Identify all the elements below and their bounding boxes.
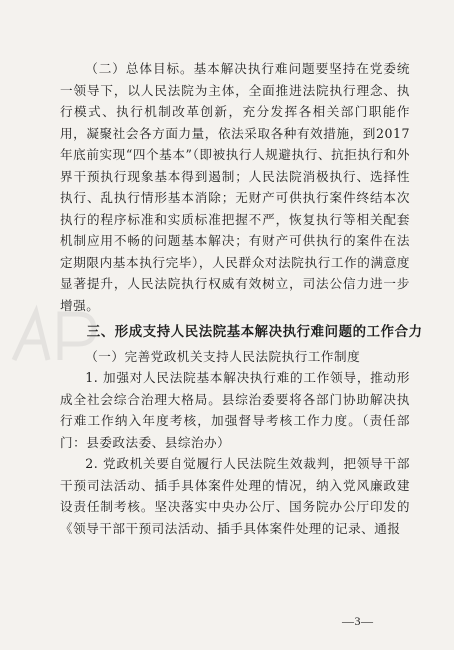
list-item: 1. 加强对人民法院基本解决执行难的工作领导，推动形成全社会综合治理大格局。县综治委要将各部门协助解决执行难工作纳入年度考核，加强督导考核工作力度。（责任部门：县委政法委、县综治办） — [60, 370, 410, 450]
subsection-heading: （一）完善党政机关支持人民法院执行工作制度 — [85, 348, 361, 364]
section-heading: 三、形成支持人民法院基本解决执行难问题的工作合力 — [86, 325, 423, 340]
page-number: —3— — [342, 614, 374, 628]
list-item: 2. 党政机关要自觉履行人民法院生效裁判，把领导干部干预司法活动、插手具体案件处理的情况，纳入党风廉政建设责任制考核。坚决落实中央办公厅、国务院办公厅印发的《领导干部干预司法活动、插手具体案件处理的记录、通报 — [60, 456, 410, 536]
goal-paragraph: （二）总体目标。基本解决执行难问题要坚持在党委统一领导下，以人民法院为主体，全面推进法院执行理念、执行模式、执行机制改革创新，充分发挥各相关部门职能作用，凝聚社会各方面力量，依法采取各种有效措施，到2017年底前实现“四个基本”（即被执行人规避执行、抗拒执行和外界干预执行现象基本得到遏制；人民法院消极执行、选择性执行、乱执行情形基本消除；无财产可供执行案件终结本次执行的程序标准和实质标准把握不严，恢复执行等相关配套机制应用不畅的问题基本解决；有财产可供执行的案件在法定期限内基本执行完毕），人民群众对法院执行工作的满意度显著提升，人民法院执行权威有效树立，司法公信力进一步增强。 — [60, 61, 410, 313]
document-body — [60, 58, 423, 539]
